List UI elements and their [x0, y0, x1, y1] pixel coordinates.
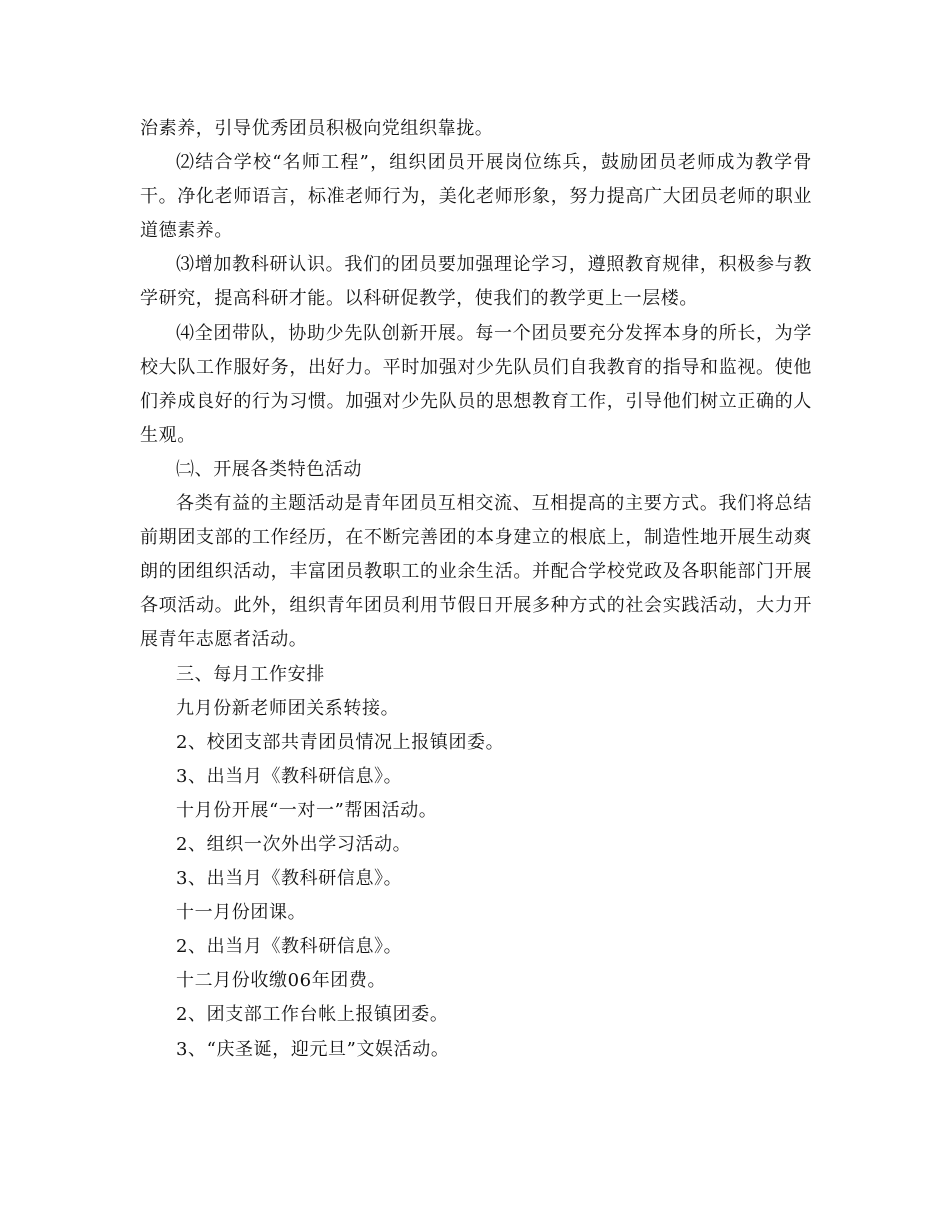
- schedule-item: 2、组织一次外出学习活动。: [176, 833, 412, 855]
- paragraph-activities: 各类有益的主题活动是青年团员互相交流、互相提高的主要方式。我们将总结前期团支部的工作经历，在不断完善团的本身建立的根底上，制造性地开展生动爽朗的团组织活动，丰富团员教职工的业余生活。并配合学校党政及各职能部门开展各项活动。此外，组织青年团员利用节假日开展多种方式的社会实践活动，大力开展青年志愿者活动。: [140, 493, 812, 651]
- schedule-item: 十月份开展“一对一”帮困活动。: [176, 799, 438, 821]
- paragraph-continuation: 治素养，引导优秀团员积极向党组织靠拢。: [140, 118, 494, 139]
- schedule-item: 十一月份团课。: [176, 902, 307, 924]
- schedule-item: 3、出当月《教科研信息》。: [176, 868, 403, 890]
- schedule-item: 3、“庆圣诞，迎元旦”文娱活动。: [176, 1038, 450, 1060]
- schedule-item: 2、出当月《教科研信息》。: [176, 936, 403, 958]
- paragraph-item-2: ⑵结合学校“名师工程”，组织团员开展岗位练兵，鼓励团员老师成为教学骨干。净化老师语言，标准老师行为，美化老师形象，努力提高广大团员老师的职业道德素养。: [140, 152, 812, 242]
- paragraph-item-3: ⑶增加教科研认识。我们的团员要加强理论学习，遵照教育规律，积极参与教学研究，提高科研才能。以科研促教学，使我们的教学更上一层楼。: [140, 254, 812, 310]
- schedule-item: 2、校团支部共青团员情况上报镇团委。: [176, 731, 505, 753]
- schedule-item: 九月份新老师团关系转接。: [176, 697, 400, 719]
- section-heading-schedule: 三、每月工作安排: [176, 663, 325, 685]
- document-page: [140, 112, 812, 1067]
- schedule-item: 3、出当月《教科研信息》。: [176, 765, 403, 787]
- paragraph-item-4: ⑷全团带队，协助少先队创新开展。每一个团员要充分发挥本身的所长，为学校大队工作服好务，出好力。平时加强对少先队员们自我教育的指导和监视。使他们养成良好的行为习惯。加强对少先队员的思想教育工作，引导他们树立正确的人生观。: [140, 322, 812, 446]
- section-heading-activities: ㈡、开展各类特色活动: [176, 458, 362, 480]
- schedule-item: 十二月份收缴06年团费。: [176, 970, 387, 992]
- schedule-item: 2、团支部工作台帐上报镇团委。: [176, 1004, 449, 1026]
